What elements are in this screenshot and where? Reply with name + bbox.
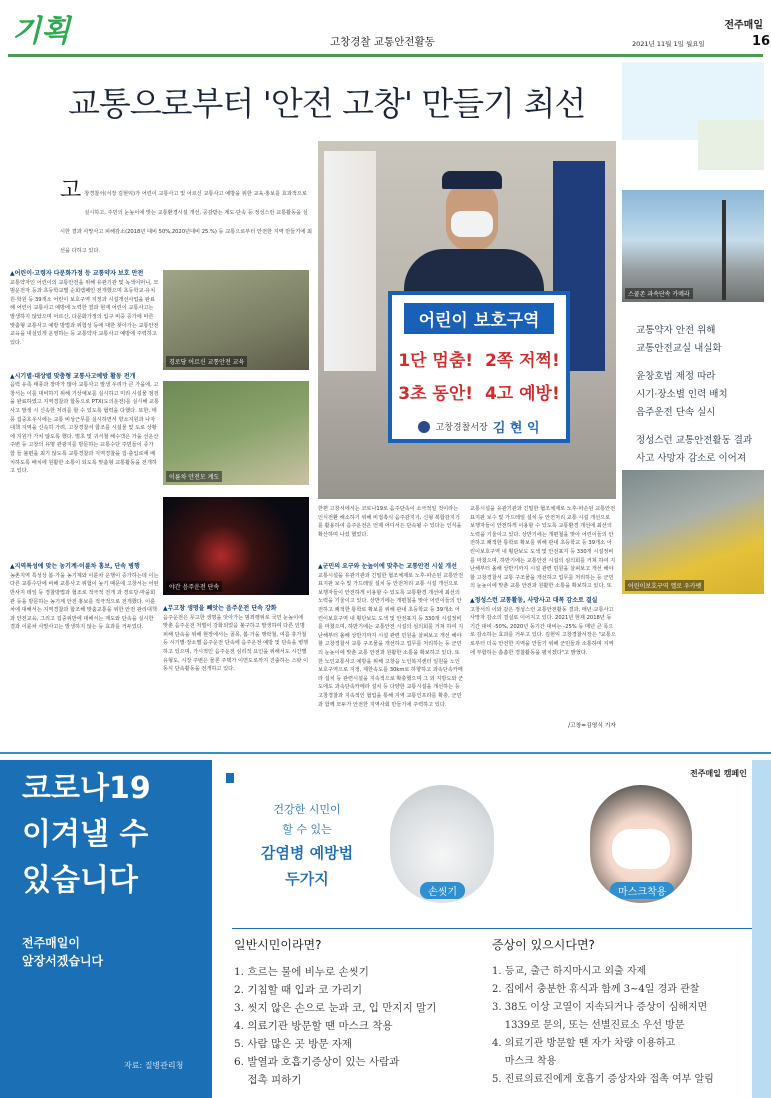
sidebar-point: 사고 사망자 감소로 이어져 [636, 453, 747, 464]
list-item: 4. 의료기관 방문할 땐 마스크 착용 [234, 1020, 393, 1032]
col4-continuation: 교통시설을 유관기관과 긴밀한 협조체제로 노후·파손된 교통안전표지판 보수 및 가드레일 설치 등 안전처리 교통 시설 개선으로 보행자들이 안전하게 이용할 수 있도록 교통환경 개선에 최선의 노력을 기울이고 있다. 상반기에는 개편철을 맞아 어린이들의 안전하고 쾌적한 통학로 확보를 위해 관내 초등학교 등 39개소 어린이보호구역 내 횡단보도 도색 및 안전표지 등 330개 시설정비를 마쳤으며, 하반기에는 교통안전 시설의 심의회를 거쳐 하여 지난해부터 올해 상반기까지 시설 관련 민원을 살펴보고 개선 해야할 고창경찰서 교통 구조물을 개선하고 업무를 처리하는 등 군민의 눈높이에 맞춘 교통 안전과 원활한 소통을 확보하고 있다. 또 [470, 506, 616, 590]
section-heading: ▲정성스런 교통활동, 사망사고 대폭 감소로 결실 [470, 597, 598, 604]
campaign-headline [22, 766, 151, 904]
list-item: 5. 진료의료진에게 호흡기 증상자와 접촉 여부 알림 [492, 1074, 714, 1085]
symptom-list [492, 936, 762, 1089]
mask-label: 마스크착용 [610, 882, 674, 899]
section-heading: ▲어린이·고령자 다문화가정 등 교통약자 보호 만전 [10, 270, 144, 277]
section-heading: ▲무고창 생명을 빼앗는 음주운전 단속 강화 [163, 605, 277, 612]
sign-board [388, 291, 570, 443]
sidebar-point: 윤창호법 제정 따라 [636, 371, 716, 382]
helmet-photo [163, 381, 309, 485]
list-item: 마스크 착용 [492, 1056, 557, 1067]
section-label: 기획 [12, 14, 70, 49]
general-citizens-list [234, 936, 474, 1089]
section-body: 음력 유족 태풍과 장마가 많아 교통사고 발생 우려가 큰 가을에, 고창서는 이를 대비하기 위해 기상예보를 실시하고 미리 시설물 점검을 완료하였고 지역경찰과 합동으로 PTX(도의운전)를 실시해 교통사고 발생 시 신속한 처리를 할 수 있도록 협력을 다했다. 또한, 태풍 집중호우시에는 교통 비상근무를 실시하면서 향소지원과 나자대책 지역을 신속히 가려, 고창경찰서 합조를 시설물 및 도로 상황에 지원가 가치 않도록 했다. 벌초 및 귀서철 해수객은 가을 선운산 주변 등 고창의 유명 관광지를 방문하는 교통수단 주민들이 증가 함 들 불편을 최기 않도록 교통경찰과 지역경찰을 집·출입로에 배치하도록 배치에 원활한 소통이 되도록 맞춤형 교통활동을 전개하고 있다. [10, 382, 160, 475]
campaign-intro [232, 800, 382, 892]
list-item: 1339로 문의, 또는 선별진료소 우선 방문 [492, 1020, 685, 1031]
officer-mask [451, 211, 493, 237]
handwash-illustration [390, 785, 494, 903]
intro-line: 할 수 있는 [282, 823, 332, 836]
section-heading: ▲군민의 요구와 눈높이에 맞추는 교통안전 시설 개선 [318, 563, 457, 570]
campaign-subline [22, 934, 103, 970]
flag-left [324, 151, 376, 371]
sidebar-point: 교통약자 안전 위해 [636, 325, 716, 336]
sign-line-2 [392, 379, 566, 404]
sign-line-1 [392, 346, 566, 371]
paper-name: 전주매일 [724, 20, 763, 31]
mask-shape [612, 829, 670, 869]
sidebar-point: 시기·장소별 인력 배치 [636, 389, 728, 400]
list-item: 1. 흐르는 물에 비누로 손씻기 [234, 966, 369, 978]
section-body: 고창서의 이와 같은 정성스런 교통안전활동 결과, 매년 교통사고 사망자 감소의 결실로 이어지고 있다. 2021년 현재 2018년 동기간 대비 -50%, 2020년 동기간 대비는 -25% 등 매년 큰 폭으로 감소하는 효과를 거두고 있다. 김현익 고창경찰서장은 "교통으로부터 더욱 안전한 지역을 만들기 위해 군민들과 소통하며 지역에 부합하는 촘촘한 경찰활동을 펼치겠다"고 밝혔다. [470, 606, 616, 656]
section-heading: ▲지역특성에 맞는 농기계·이륜차 홍보, 단속 병행 [10, 563, 140, 571]
elderly-education-photo [163, 270, 309, 370]
campaign-side-bar [752, 760, 771, 1098]
col3-intro: 한편 고창서에서는 코로나19로 음주단속이 소극적일 것이라는 인식전환 해소하기 위해 비접촉식 음주감지기, 신형 복합감지기를 활용하여 음주운전은 언제 어디서든 단속될 수 있다는 인식을 확산하며 나섰 했었다. [318, 506, 462, 538]
intro-line: 건강한 시민이 [273, 803, 341, 816]
speed-camera-photo [622, 190, 764, 302]
wash-label: 손씻기 [420, 882, 465, 899]
section-body: 음주운전은 무고한 생명을 앗아가는 범죄행위로 국민 눈높이에 맞춘 음주운전 처벌이 강화되었음 불구하고 발생하여 다른 인명피해 단속을 위해 현장에서는 골목, 봄·가을 행락철, 여름 휴가철 등 시기별·장소별 음주운전 단속에 음주운전 예방 및 단속을 병행하고 있으며, 가시적인 음주운전 심리적 요인을 위해서도 시간별 유형도, 시장 주변은 물론 주택가 이면도로까지 진출하는 스팟 이동식 단속활동을 전개하고 있다. [163, 614, 309, 673]
intro-line: 두가지 [285, 870, 329, 888]
list-title: 증상이 있으시다면? [492, 938, 595, 952]
main-photo [318, 141, 616, 499]
sign-name: 김 현 익 [492, 421, 540, 436]
page-number: 16 [752, 34, 771, 49]
list-item: 4. 의료기관 방문할 땐 자가 차량 이용하고 [492, 1038, 676, 1049]
list-item: 3. 38도 이상 고열이 지속되거나 증상이 심해지면 [492, 1002, 708, 1013]
list-item: 2. 집에서 충분한 휴식과 함께 3~4일 경과 관찰 [492, 984, 700, 995]
campaign-headline-line: 코로나19 [22, 771, 151, 806]
list-item: 6. 발열과 호흡기증상이 있는 사람과 [234, 1056, 400, 1068]
article-col-3 [318, 505, 464, 732]
list-item: 3. 씻지 않은 손으로 눈과 코, 입 만지지 말기 [234, 1002, 437, 1014]
section-body: 교통약자인 어린이의 교통안전을 위해 유관기관 및 녹색어머니, 모범운전자 등과 초등학교별 순회캠페인 전개했으며 초등학교·유치원·학원 등 39개소 어린이 보호구역 지정과 시설개선사업을 완료해 어린이 교통사고 예방에 노력한 결과 현재 어린이 교통사고는 발생하지 않았으며 어르신, 다문화가정의 입구 비중 증가에 따른 맞춤형 교통사고 예방 방법과 위험성 등에 대한 찾아가는 교통안전교육을 내실있게 운영하는 등 교통약자 교통사고 예방에 주력하고 있다. [10, 279, 159, 346]
officer-cap [442, 171, 502, 189]
sign-station: 고창경찰서장 [435, 423, 488, 433]
header-rule [8, 54, 763, 57]
sign-step-1: 1단 멈춤! [398, 351, 474, 371]
list-title: 일반시민이라면? [234, 938, 322, 952]
headline: 교통으로부터 '안전 고창' 만들기 최선 [68, 84, 586, 123]
article-col-2 [163, 605, 309, 734]
sidebar-points [636, 322, 766, 468]
campaign-badge: 전주매일 캠페인 [690, 769, 747, 778]
sidebar-point: 정성스런 교통안전활동 결과 [636, 435, 753, 446]
sidebar-point: 음주운전 단속 실시 [636, 407, 716, 418]
yellow-carpet-photo [622, 470, 764, 594]
campaign-rule [0, 752, 771, 754]
lead-text: 창경찰서(서장 김현익)가 어린이 교통사고 및 어르신 교통사고 예방을 위한 교육·홍보를 효과적으로 실시하고, 주민의 눈높이에 맞는 교통환경시설 개선, 공감받는 계도·단속 등 정성스런 교통활동을 실시한 결과 사망사고 피해감소(2018년 대비 50%,2020년대비 25.%) 등 교통으로부터 안전한 지역 만들기에 최선을 다하고 있다. [60, 191, 312, 254]
section-body: 교통시설을 유관기관과 긴밀한 협조체제로 노후·파손된 교통안전표지판 보수 및 가드레일 설치 등 안전처리 교통 시설 개선으로 보행자들이 안전하게 이용할 수 있도록 교통환경 개선에 최선의 노력을 기울이고 있다. 상반기에는 개편철을 맞아 어린이들의 안전하고 쾌적한 통학로 확보를 위해 관내 초등학교 등 39개소 어린이보호구역 내 횡단보도 도색 및 안전표지 등 330개 시설정비를 마쳤으며, 하반기에는 교통안전 시설의 심의회를 거쳐 하여 지난해부터 올해 상반기까지 시설 관련 민원을 살펴보고 개선 해야할 고창경찰서 교통 구조물을 개선하고 업무를 처리하는 등 군민의 눈높이에 맞춘 교통 안전과 원활한 소통을 확보하고 있다. 또한 노인교통사고 예방을 위해 고창읍 노인복지센터 일원을 노인보호구역으로 지정, 제한속도를 30km로 하향하고 과속단속카메라 설치 등 관련시설을 지속적으로 확충했으며 그 외 지방도와 군도에도 과속단속카메라 설치 등 다양한 교통시설을 개선하는 등 고창경찰과 지속적인 협업을 통해 지역 교통인프라를 확충, 군민과 함께 모두가 안전한 지역사회 만들기에 주력하고 있다. [318, 572, 464, 708]
campaign-marker [226, 773, 234, 783]
night-checkpoint-photo [163, 497, 309, 595]
campaign-headline-line: 있습니다 [22, 863, 138, 898]
article-col-4 [470, 505, 616, 729]
campaign-headline-line: 이겨낼 수 [22, 817, 149, 852]
sign-signature [392, 416, 566, 436]
section-heading: ▲시기별·대상별 맞춤형 교통사고예방 활동 전개 [10, 372, 136, 380]
campaign-divider [232, 928, 757, 929]
lead-paragraph [60, 180, 312, 256]
byline: /고창=김영식 기자 [568, 722, 616, 729]
sign-step-2: 2쪽 저쩍! [484, 351, 560, 371]
police-emblem-icon [418, 421, 430, 433]
issue-date: 2021년 11월 1일 월요일 [632, 40, 705, 48]
photo-caption: 어린이보호구역 옐로 우카펫 [625, 580, 704, 591]
sign-step-4: 4고 예방! [484, 384, 560, 404]
drop-cap: 고 [60, 178, 82, 203]
campaign-subline-line: 앞장서겠습니다 [22, 954, 104, 968]
sidebar-point: 교통안전교실 내실화 [636, 343, 722, 354]
list-item: 2. 기침할 때 입과 코 가리기 [234, 984, 363, 996]
intro-line: 감염병 예방법 [260, 844, 354, 862]
section-body: 농촌지역 특성상 봄·가을 농기계와 이륜차 운행이 증가하는데 이는 다른 교통수단에 비해 교통사고 위험이 높기 때문에 고창서는 어떤 반사지 테잎 등 경찰방법과 협조로 적극적 전개 과 경로당·마을회관 등을 방문하는 농기계 안전 홍보를 적극적으로 전개했다. 이륜차에 대해서는 지역경찰과 합조해 맞춤교통을 위한 안전 관리대책과 안전교육, 그리고 집중위반에 대해서는 계도와 단속을 실시한 결과 이륜차 사망사고는 발생하지 않는 등 효과를 거두었다. [10, 572, 159, 631]
sign-title: 어린이 보호구역 [404, 303, 554, 334]
list-item: 1. 등교, 출근 하지마시고 외출 자제 [492, 966, 647, 977]
photo-caption: 이륜차 안전모 계도 [166, 471, 222, 482]
campaign-source: 자료: 질병관리청 [124, 1061, 184, 1070]
pole [722, 200, 726, 300]
photo-caption: 야간 음주운전 단속 [166, 581, 222, 592]
article-col-left [10, 270, 160, 692]
photo-caption: 경로당 어르신 교통안전 교육 [166, 356, 247, 367]
sign-step-3: 3초 동안! [398, 384, 474, 404]
photo-caption: 스쿨존 과속단속 카메라 [625, 288, 693, 299]
section-title: 고창경찰 교통안전활동 [330, 36, 435, 48]
campaign-left-panel [0, 760, 212, 1098]
mask-illustration [590, 785, 692, 903]
decor-block [698, 120, 764, 170]
list-item: 접촉 피하기 [234, 1074, 302, 1086]
list-item: 5. 사람 많은 곳 방문 자제 [234, 1038, 352, 1050]
campaign-subline-line: 전주매일이 [22, 936, 80, 950]
